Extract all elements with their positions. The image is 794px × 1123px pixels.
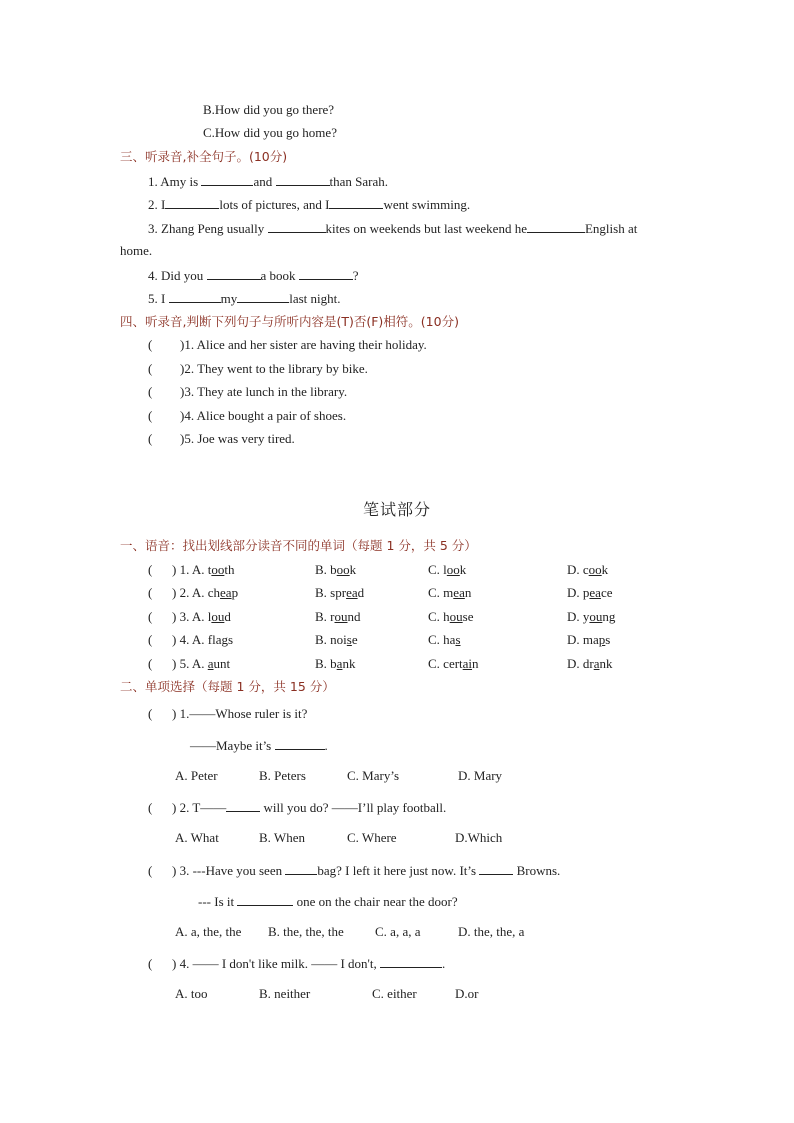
phonics-1-c: C. look [428, 562, 467, 577]
mc-q4-opt-a: A. too [175, 986, 208, 1001]
phonics-row-5: ( ) 5. A. aunt [148, 656, 231, 671]
phonics-1-b: B. book [315, 562, 357, 577]
mc-q2-opt-b: B. When [259, 830, 305, 845]
phonics-4-c: C. has [428, 632, 461, 647]
phonics-3-d: D. young [567, 609, 616, 624]
mc-q1: ( ) 1.——Whose ruler is it? [148, 706, 308, 721]
option-c: C.How did you go home? [203, 125, 337, 140]
s3-sentence-3: 3. Zhang Peng usually kites on weekends but last weekend he English at [148, 221, 638, 236]
mc-q4: ( ) 4. —— I don't like milk. —— I don't, . [148, 956, 446, 971]
choice-heading: 二、单项选择（每题 1 分，共 15 分） [120, 679, 335, 694]
mc-q2-opt-c: C. Where [347, 830, 397, 845]
mc-q1-opt-d: D. Mary [458, 768, 503, 783]
phonics-2-d: D. peace [567, 585, 613, 600]
phonics-4-b: B. noise [315, 632, 358, 647]
mc-q1-sub: ——Maybe it’s . [190, 738, 328, 753]
mc-q4-opt-b: B. neither [259, 986, 311, 1001]
mc-q3-sub: --- Is it one on the chair near the door? [198, 894, 458, 909]
s3-sentence-5: 5. I my last night. [148, 291, 341, 306]
mc-q1-opt-c: C. Mary’s [347, 768, 399, 783]
mc-q3-opt-a: A. a, the, the [175, 924, 242, 939]
mc-q1-opt-b: B. Peters [259, 768, 306, 783]
written-part-title: 笔试部分 [362, 500, 431, 519]
phonics-row-1: ( ) 1. A. tooth [148, 562, 235, 577]
mc-q3-opt-c: C. a, a, a [375, 924, 421, 939]
phonics-3-b: B. round [315, 609, 361, 624]
tf-item-2: ( )2. They went to the library by bike. [148, 361, 368, 376]
mc-q2-opt-d: D.Which [455, 830, 503, 845]
phonics-5-b: B. bank [315, 656, 356, 671]
mc-q3-opt-d: D. the, the, a [458, 924, 525, 939]
phonics-row-2: ( ) 2. A. cheap [148, 585, 239, 600]
phonics-2-c: C. mean [428, 585, 472, 600]
section3-heading: 三、听录音,补全句子。(10分) [120, 149, 288, 164]
mc-q2: ( ) 2. T—— will you do? ——I’ll play football. [148, 800, 447, 815]
option-b: B.How did you go there? [203, 102, 335, 117]
s3-sentence-2: 2. I lots of pictures, and I went swimming. [148, 197, 471, 212]
mc-q4-opt-d: D.or [455, 986, 479, 1001]
phonics-3-c: C. house [428, 609, 474, 624]
phonics-5-c: C. certain [428, 656, 479, 671]
phonics-5-d: D. drank [567, 656, 613, 671]
mc-q4-opt-c: C. either [372, 986, 417, 1001]
s3-sentence-3-cont: home. [120, 243, 153, 258]
section4-heading: 四、听录音,判断下列句子与所听内容是(T)否(F)相符。(10分) [120, 314, 459, 329]
mc-q3: ( ) 3. ---Have you seen bag? I left it here just now. It’s Browns. [148, 863, 561, 878]
mc-q2-opt-a: A. What [175, 830, 219, 845]
phonics-row-4: ( ) 4. A. flags [148, 632, 234, 647]
tf-item-5: ( )5. Joe was very tired. [148, 431, 295, 446]
tf-item-3: ( )3. They ate lunch in the library. [148, 384, 348, 399]
s3-sentence-1: 1. Amy is and than Sarah. [148, 174, 388, 189]
tf-item-4: ( )4. Alice bought a pair of shoes. [148, 408, 347, 423]
phonics-4-d: D. maps [567, 632, 611, 647]
s3-sentence-4: 4. Did you a book ? [148, 268, 359, 283]
phonics-1-d: D. cook [567, 562, 609, 577]
tf-item-1: ( )1. Alice and her sister are having their holiday. [148, 337, 427, 352]
mc-q3-opt-b: B. the, the, the [268, 924, 344, 939]
phonics-row-3: ( ) 3. A. loud [148, 609, 231, 624]
phonics-heading: 一、语音：找出划线部分读音不同的单词（每题 1 分，共 5 分） [120, 538, 477, 553]
phonics-2-b: B. spread [315, 585, 365, 600]
mc-q1-opt-a: A. Peter [175, 768, 218, 783]
